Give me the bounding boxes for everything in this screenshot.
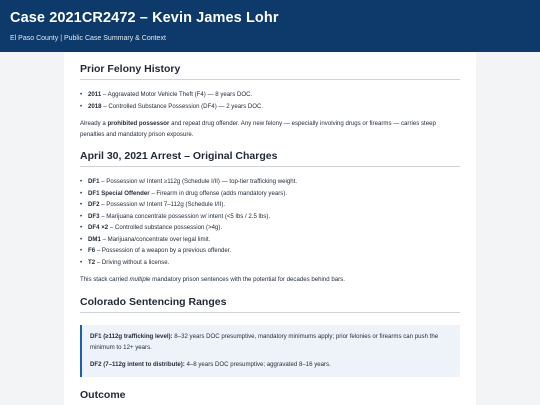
list-item: • DF1 – Possession w/ Intent ≥112g (Schedule I/II) — top-tier trafficking weight. xyxy=(80,176,460,188)
list-item: • 2011 – Aggravated Motor Vehicle Theft (F4) — 8 years DOC. xyxy=(80,89,460,101)
prior-history-paragraph: Already a prohibited possessor and repeat drug offender. Any new felony — especially involving drugs or firearms — carries steep penalties and mandatory prison exposure. xyxy=(80,120,436,138)
case-subtitle: El Paso County | Public Case Summary & Context xyxy=(10,35,166,42)
page-header xyxy=(0,0,540,52)
arrest-heading: April 30, 2021 Arrest – Original Charges xyxy=(80,150,460,167)
range-entry: DF1 (≥112g trafficking level): 8–32 years DOC presumptive, mandatory minimums apply; prior felonies or firearms can push the minimum to 12+ years. xyxy=(90,332,439,351)
outcome-heading: Outcome xyxy=(80,389,460,405)
list-item: • DF1 Special Offender – Firearm in drug offense (adds mandatory years). xyxy=(80,188,460,200)
list-item: • T2 – Driving without a license. xyxy=(80,257,460,269)
prior-history-heading: Prior Felony History xyxy=(80,63,460,80)
list-item: • DF3 – Marijuana concentrate possession w/ intent (<5 lbs / 2.5 lbs). xyxy=(80,211,460,223)
list-item: • DF4 ×2 – Controlled substance possession (>4g). xyxy=(80,222,460,234)
case-title: Case 2021CR2472 – Kevin James Lohr xyxy=(10,10,279,26)
list-item: • F6 – Possession of a weapon by a previous offender. xyxy=(80,245,460,257)
list-item: • DM1 – Marijuana/concentrate over legal limit. xyxy=(80,234,460,246)
sentencing-callout xyxy=(80,325,460,377)
sentencing-ranges-heading: Colorado Sentencing Ranges xyxy=(80,296,460,313)
charges-list xyxy=(80,176,460,268)
list-item: • DF2 – Possession w/ Intent 7–112g (Schedule I/II). xyxy=(80,199,460,211)
arrest-paragraph: This stack carried multiple mandatory prison sentences with the potential for decades behind bars. xyxy=(80,276,345,283)
range-entry: DF2 (7–112g intent to distribute): 4–8 years DOC presumptive; aggravated 8–16 years. xyxy=(90,360,331,368)
prior-history-list xyxy=(80,89,460,112)
list-item: • 2018 – Controlled Substance Possession (DF4) — 2 years DOC. xyxy=(80,101,460,113)
content-card xyxy=(64,52,476,405)
